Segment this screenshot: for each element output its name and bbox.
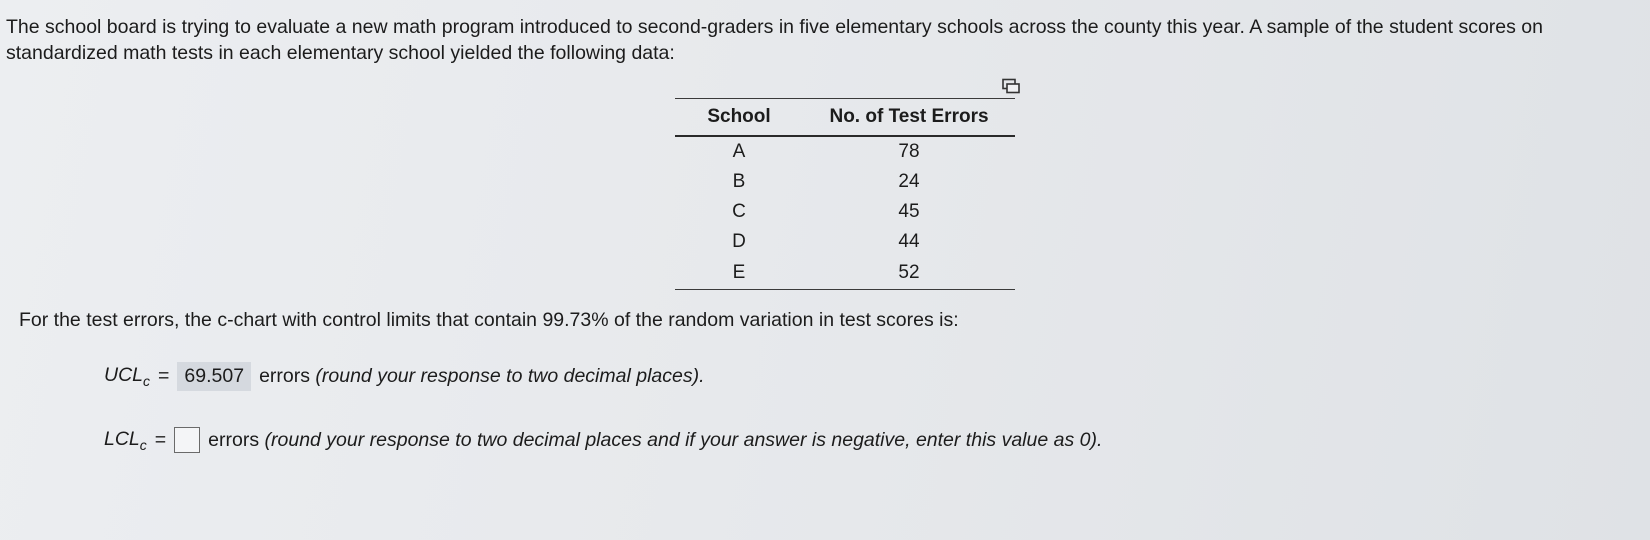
lcl-answer-input[interactable] [174,427,200,453]
errors-cell: 78 [898,141,920,162]
column-header-errors: No. of Test Errors [803,99,1015,137]
school-cell: E [732,262,746,283]
table-header-row [675,99,1015,137]
ucl-answer-field[interactable]: 69.507 [177,362,251,391]
test-errors-table [675,98,1015,290]
ucl-instruction: (round your response to two decimal places). [315,365,705,387]
lcl-instruction: (round your response to two decimal places and if your answer is negative, enter this value as 0). [264,428,1103,451]
lcl-label: $LCL_c$ [104,427,147,453]
table-row [675,257,1015,290]
copy-to-clipboard-icon[interactable] [1001,78,1021,94]
ucl-unit-text: errors [259,365,310,387]
lcl-unit-text: errors [208,428,260,451]
table-row [675,167,1015,197]
errors-cell: 45 [898,201,920,222]
table-row [675,197,1015,227]
school-cell: C [732,201,746,222]
problem-statement: The school board is trying to evaluate a new math program introduced to second-graders in five elementary schools across the county this year. A sample of the student scores on standardized math tests in each elementary school yielded the following data: [6,16,1543,64]
school-cell: A [732,141,746,162]
lcl-answer-line [104,427,1102,453]
school-cell: B [732,171,746,192]
ucl-answer-line [104,362,705,391]
lcl-equals-sign: = [154,428,167,451]
school-cell: D [732,231,746,252]
errors-cell: 44 [898,231,920,252]
errors-cell: 52 [898,262,920,283]
column-header-school: School [675,99,803,137]
errors-cell: 24 [898,171,920,192]
ucl-label: $UCL_c$ [104,364,151,389]
ucl-equals-sign: = [158,365,170,387]
table-row [675,227,1015,257]
question-text: For the test errors, the c-chart with control limits that contain 99.73% of the random variation in test scores is: [19,309,959,331]
table-row [675,136,1015,167]
